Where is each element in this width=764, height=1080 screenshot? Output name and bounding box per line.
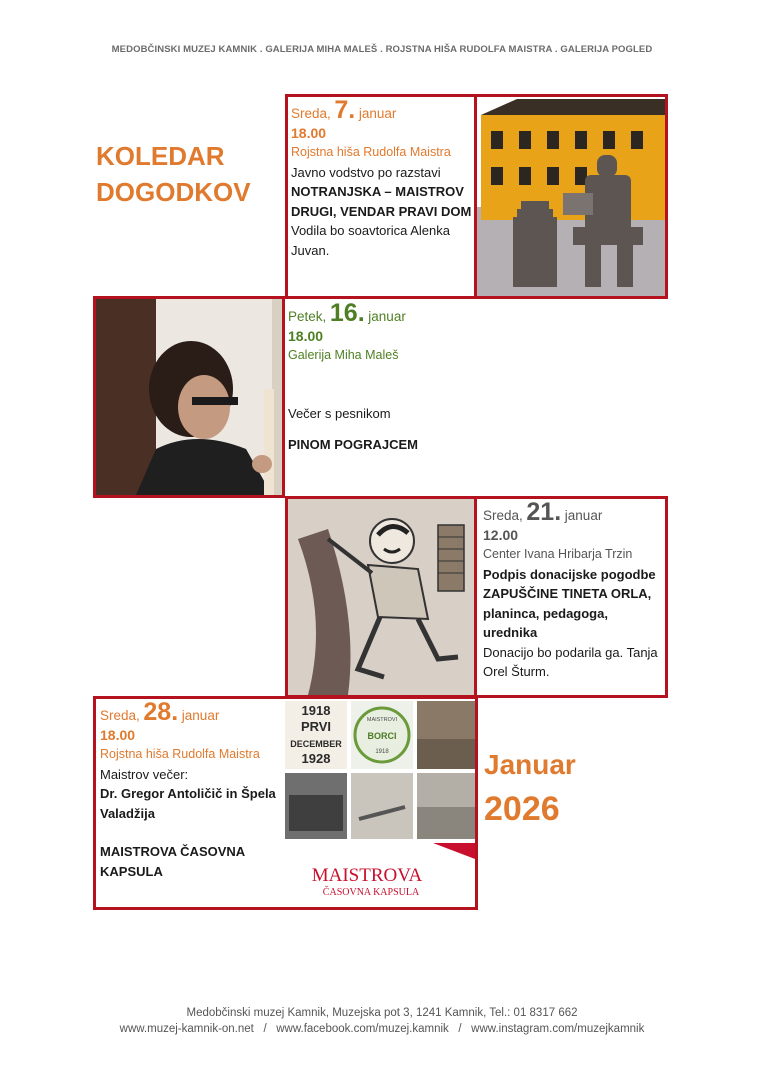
- month-year: 2026: [484, 790, 560, 828]
- title-line-2: DOGODKOV: [96, 177, 251, 207]
- event-3-time: 12.00: [483, 526, 519, 543]
- stamp-line-2: BORCI: [367, 731, 397, 741]
- event-3-title: ZAPUŠČINE TINETA ORLA, planinca, pedagoga, urednika: [483, 586, 652, 640]
- poster-line-1: 1918: [301, 703, 331, 718]
- poster-line-2: PRVI: [300, 719, 332, 734]
- event-2-image-box: [93, 296, 285, 498]
- event-4-text: [100, 698, 278, 881]
- month-block: [484, 743, 576, 831]
- event-1-time: 18.00: [291, 124, 327, 141]
- event-4-guests: Dr. Gregor Antoličič in Špela Valadžija: [100, 786, 276, 821]
- event-2-location: Galerija Miha Maleš: [288, 348, 399, 362]
- event-2-title: PINOM POGRAJCEM: [288, 437, 419, 452]
- event-4-month: januar: [181, 708, 220, 723]
- climber-caricature-image: [288, 499, 474, 695]
- title-line-1: KOLEDAR: [96, 141, 225, 171]
- footer-links[interactable]: www.muzej-kamnik-on.net / www.facebook.com/muzej.kamnik / www.instagram.com/muzejkamnik: [119, 1023, 645, 1035]
- event-3-text: [483, 498, 663, 682]
- event-1-image-box: [474, 94, 668, 299]
- event-4-day: 28.: [143, 698, 179, 726]
- event-3-location: Center Ivana Hribarja Trzin: [483, 547, 633, 561]
- event-4-time: 18.00: [100, 726, 136, 743]
- event-1-weekday: Sreda,: [291, 106, 331, 121]
- event-4-weekday: Sreda,: [100, 708, 140, 723]
- logo-sub: ČASOVNA KAPSULA: [322, 887, 420, 898]
- museum-header: MEDOBČINSKI MUZEJ KAMNIK . GALERIJA MIHA MALEŠ . ROJSTNA HIŠA RUDOLFA MAISTRA . GALERIJA POGLED: [111, 44, 653, 55]
- event-2-day: 16.: [329, 299, 365, 327]
- event-1-day: 7.: [334, 96, 356, 124]
- stamp-year: 1918: [375, 749, 389, 755]
- event-1-location: Rojstna hiša Rudolfa Maistra: [291, 145, 451, 159]
- poster-line-3: DECEMBER: [290, 739, 342, 749]
- event-1-month: januar: [358, 106, 397, 121]
- event-1-note: Vodila bo soavtorica Alenka Juvan.: [291, 223, 450, 258]
- stamp-line-1: MAISTROVI: [366, 717, 398, 723]
- page-title: [96, 138, 251, 210]
- event-1-title: NOTRANJSKA – MAISTROV DRUGI, VENDAR PRAVI DOM: [291, 184, 472, 219]
- event-1-text: [291, 96, 473, 260]
- event-3-note: Donacijo bo podarila ga. Tanja Orel Šturm.: [483, 644, 658, 679]
- event-2-time: 18.00: [288, 327, 324, 344]
- event-2-text: [288, 299, 473, 455]
- event-4-collage: [283, 699, 475, 907]
- event-2-weekday: Petek,: [288, 309, 327, 324]
- event-3-month: januar: [564, 508, 603, 523]
- maister-statue-image: [477, 97, 665, 296]
- month-name: Januar: [484, 749, 576, 780]
- event-2-month: januar: [368, 309, 406, 324]
- footer-address: Medobčinski muzej Kamnik, Muzejska pot 3, 1241 Kamnik, Tel.: 01 8317 662: [186, 1007, 578, 1019]
- event-3-intro: Podpis donacijske pogodbe: [483, 566, 656, 582]
- event-3-day: 21.: [526, 498, 562, 526]
- logo-main: MAISTROVA: [311, 865, 423, 886]
- event-4-title: MAISTROVA ČASOVNA KAPSULA: [100, 844, 245, 879]
- event-3-weekday: Sreda,: [483, 508, 523, 523]
- event-1-intro: Javno vodstvo po razstavi: [291, 164, 441, 180]
- poster-line-4: 1928: [301, 751, 331, 766]
- event-4-location: Rojstna hiša Rudolfa Maistra: [100, 747, 260, 761]
- event-4-intro: Maistrov večer:: [100, 766, 189, 782]
- event-3-image-box: [285, 496, 477, 698]
- time-capsule-collage: [283, 699, 475, 907]
- event-2-intro: Večer s pesnikom: [288, 405, 391, 421]
- poet-portrait-image: [96, 299, 282, 495]
